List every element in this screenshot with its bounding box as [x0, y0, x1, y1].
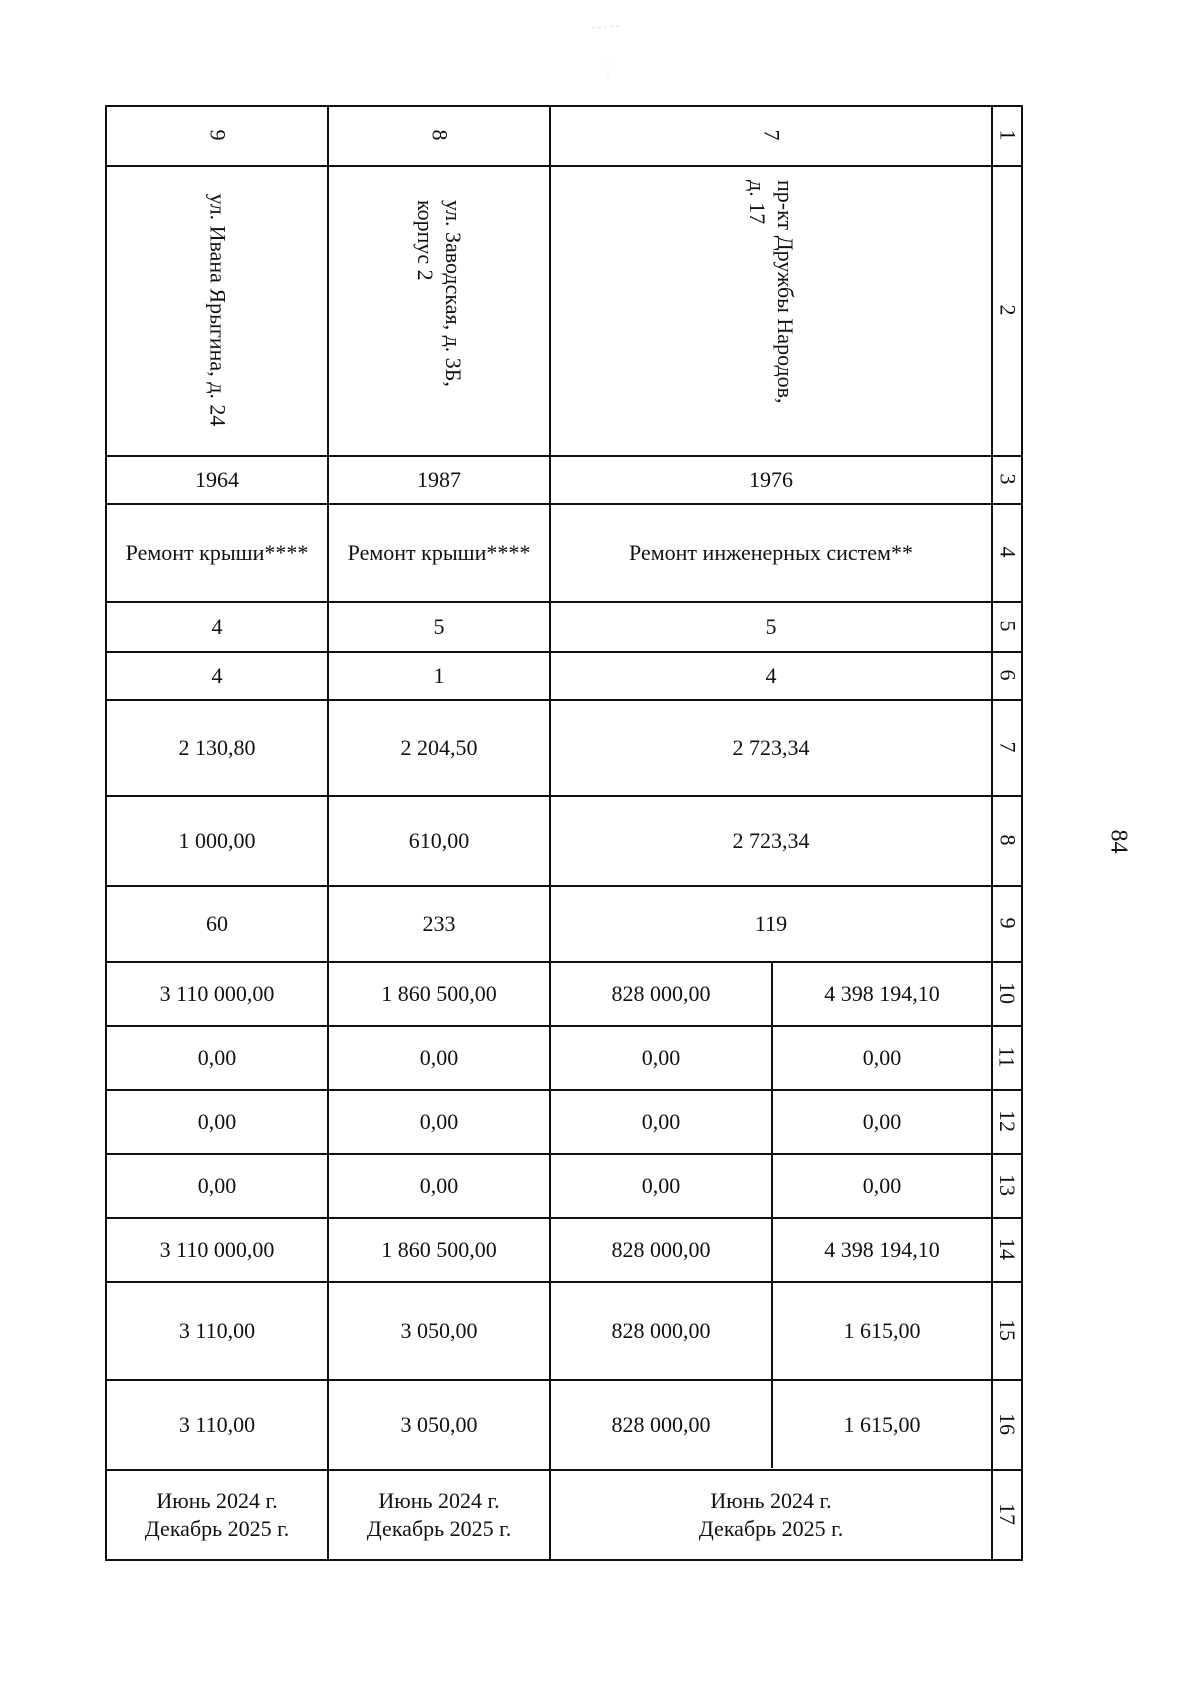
record-9-work: Ремонт крыши****: [125, 540, 309, 565]
col-num-8: 8: [995, 834, 1020, 846]
record-9-address: ул. Ивана Ярыгина, д. 24: [205, 193, 231, 427]
record-7-c10-a: 828 000,00: [611, 981, 711, 1006]
record-7-start: Июнь 2024 г.: [710, 1488, 832, 1513]
record-7-c8: 2 723,34: [732, 828, 810, 853]
record-9-c13: 0,00: [197, 1173, 237, 1198]
record-9-c9: 60: [206, 911, 228, 936]
record-9-c6: 4: [211, 663, 223, 688]
record-8-end: Декабрь 2025 г.: [366, 1516, 512, 1541]
col-num-2: 2: [995, 304, 1020, 316]
scan-artifact: [590, 20, 630, 90]
col-num-7: 7: [995, 741, 1020, 753]
record-9-year: 1964: [195, 467, 239, 492]
record-7-c13-b: 0,00: [862, 1173, 902, 1198]
record-7-c9: 119: [754, 911, 788, 936]
record-8-c8: 610,00: [408, 828, 470, 853]
record-9-c11: 0,00: [197, 1045, 237, 1070]
record-7-address: пр-кт Дружбы Народов, д. 17: [745, 180, 798, 404]
col-num-17: 17: [995, 1503, 1020, 1525]
record-8-c17: [329, 1471, 549, 1559]
record-7-c10-b: 4 398 194,10: [824, 981, 940, 1006]
col-num-12: 12: [995, 1110, 1020, 1132]
record-7-c16-a: 828 000,00: [611, 1412, 711, 1437]
record-8-c14: 1 860 500,00: [381, 1237, 497, 1262]
record-8-address: ул. Заводская, д. 3Б, корпус 2: [413, 200, 466, 387]
record-7-c12-a: 0,00: [641, 1109, 681, 1134]
record-8-c16: 3 050,00: [400, 1412, 478, 1437]
col-num-14: 14: [995, 1238, 1020, 1260]
record-8-year: 1987: [417, 467, 461, 492]
repair-program-table: [105, 105, 1023, 1561]
record-7-c14-b: 4 398 194,10: [824, 1237, 940, 1262]
record-8-c7: 2 204,50: [400, 735, 478, 760]
col-num-11: 11: [995, 1046, 1020, 1068]
record-7-c17: [551, 1471, 991, 1559]
record-7-c11-a: 0,00: [641, 1045, 681, 1070]
record-8-work: Ремонт крыши****: [347, 540, 531, 565]
record-9-c5: 4: [211, 614, 223, 639]
record-7-c12-b: 0,00: [862, 1109, 902, 1134]
record-9-c16: 3 110,00: [178, 1412, 256, 1437]
record-7-year: 1976: [749, 467, 793, 492]
col-num-3: 3: [995, 473, 1020, 485]
record-9-c7: 2 130,80: [178, 735, 256, 760]
record-8-c5: 5: [433, 614, 445, 639]
record-7-c16-b: 1 615,00: [843, 1412, 921, 1437]
record-7-work: Ремонт инженерных систем**: [629, 540, 913, 565]
col-num-13: 13: [995, 1174, 1020, 1196]
col-num-16: 16: [995, 1413, 1020, 1435]
record-7-c15-a: 828 000,00: [611, 1318, 711, 1343]
record-9-c10: 3 110 000,00: [159, 981, 275, 1006]
record-9-id: 9: [205, 129, 230, 141]
record-8-c9: 233: [422, 911, 456, 936]
record-9-c15: 3 110,00: [178, 1318, 256, 1343]
record-7-end: Декабрь 2025 г.: [698, 1516, 844, 1541]
record-7-c7: 2 723,34: [732, 735, 810, 760]
col-num-9: 9: [995, 917, 1020, 929]
col-num-4: 4: [995, 546, 1020, 558]
record-8-start: Июнь 2024 г.: [378, 1488, 500, 1513]
record-9-c12: 0,00: [197, 1109, 237, 1134]
record-8-c12: 0,00: [419, 1109, 459, 1134]
record-7-c6: 4: [765, 663, 777, 688]
record-9-end: Декабрь 2025 г.: [144, 1516, 290, 1541]
record-8-c6: 1: [433, 663, 445, 688]
record-9-start: Июнь 2024 г.: [156, 1488, 278, 1513]
record-7-c11-b: 0,00: [862, 1045, 902, 1070]
col-num-15: 15: [995, 1319, 1020, 1341]
record-8-c11: 0,00: [419, 1045, 459, 1070]
record-9-c14: 3 110 000,00: [159, 1237, 275, 1262]
col-num-1: 1: [995, 129, 1020, 141]
col-num-6: 6: [995, 669, 1020, 681]
record-8-id: 8: [427, 129, 452, 141]
col-num-5: 5: [995, 620, 1020, 632]
page-number: 84: [1105, 829, 1132, 854]
record-7-id: 7: [759, 129, 784, 141]
record-8-c10: 1 860 500,00: [381, 981, 497, 1006]
record-9-c8: 1 000,00: [178, 828, 256, 853]
record-8-c15: 3 050,00: [400, 1318, 478, 1343]
record-7-c14-a: 828 000,00: [611, 1237, 711, 1262]
record-7-c15-b: 1 615,00: [843, 1318, 921, 1343]
col-num-10: 10: [995, 982, 1020, 1004]
record-9-c17: [107, 1471, 327, 1559]
record-8-c13: 0,00: [419, 1173, 459, 1198]
record-7-c5: 5: [765, 614, 777, 639]
record-7-c13-a: 0,00: [641, 1173, 681, 1198]
